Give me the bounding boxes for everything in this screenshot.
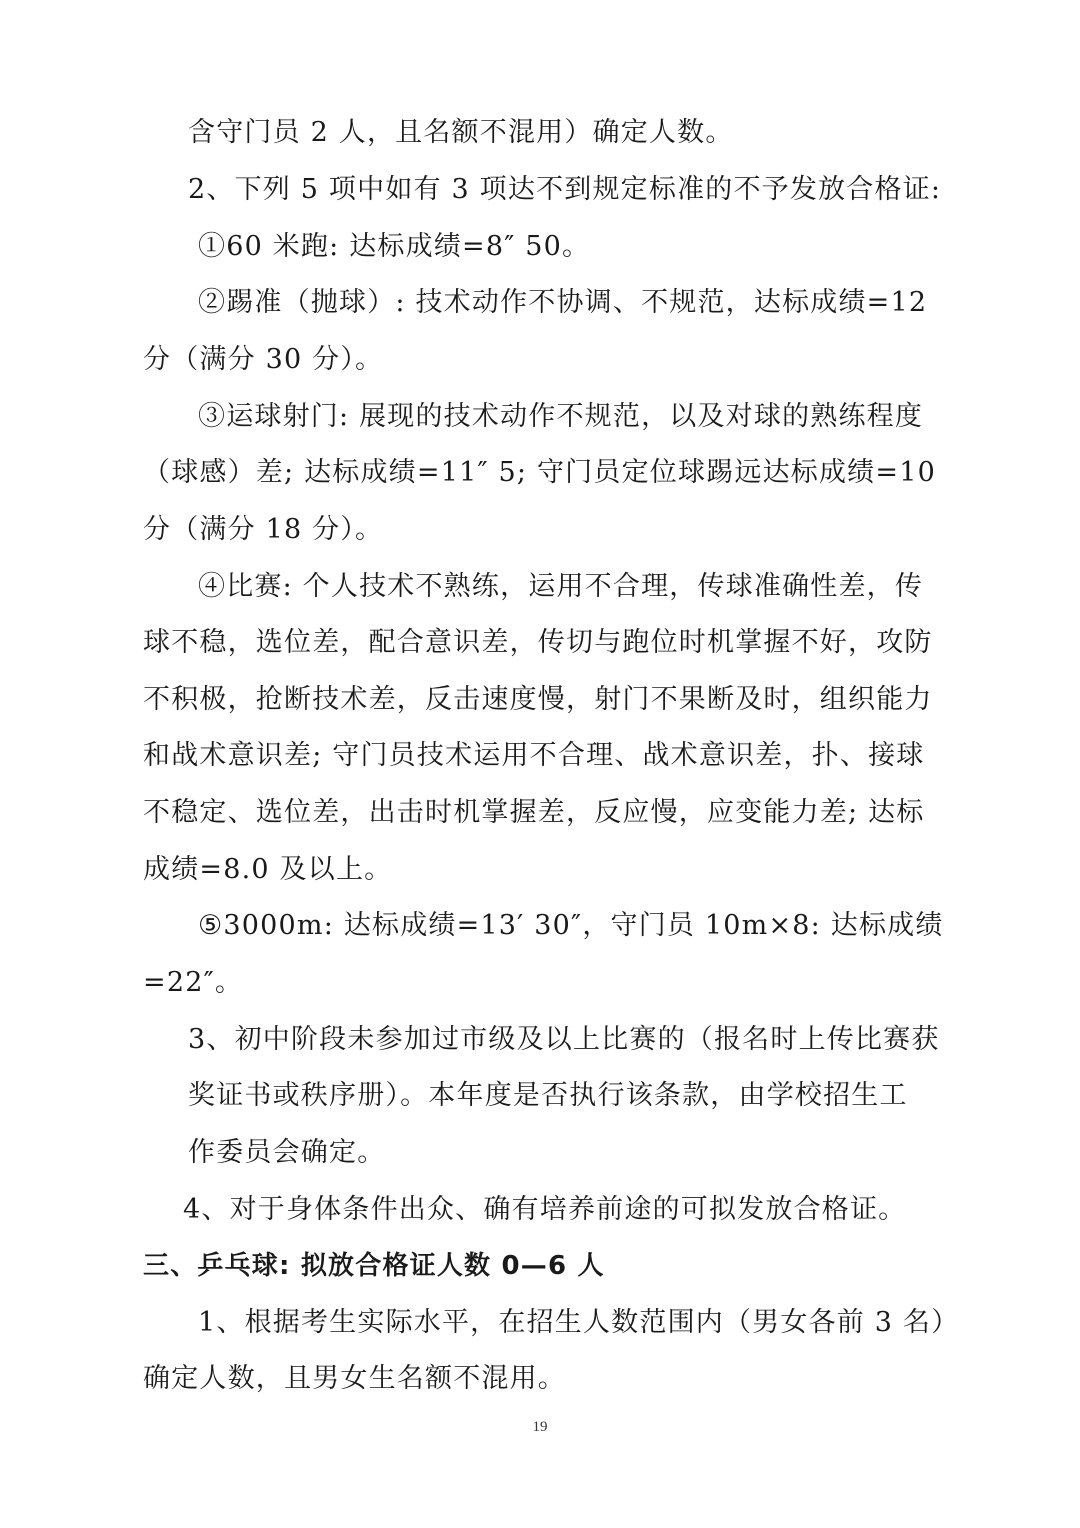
text-line-20: 4、对于身体条件出众、确有培养前途的可拟发放合格证。 [183, 1194, 907, 1225]
text-line-23: 确定人数，且男女生名额不混用。 [143, 1363, 566, 1394]
text-line-1: 含守门员 2 人，且名额不混用）确定人数。 [188, 117, 734, 148]
text-line-3: ①60 米跑: 达标成绩=8″ 50。 [198, 231, 591, 262]
page-number: 19 [532, 1419, 548, 1435]
text-line-2: 2、下列 5 项中如有 3 项达不到规定标准的不予发放合格证: [188, 174, 942, 205]
text-line-22: 1、根据考生实际水平，在招生人数范围内（男女各前 3 名） [198, 1307, 960, 1338]
text-line-19: 作委员会确定。 [188, 1137, 386, 1168]
text-line-13: 不稳定、选位差，出击时机掌握差，反应慢，应变能力差; 达标 [143, 797, 925, 828]
text-line-14: 成绩=8.0 及以上。 [143, 854, 393, 885]
text-line-15: ⑤3000m: 达标成绩=13′ 30″，守门员 10m×8: 达标成绩 [198, 910, 944, 941]
text-line-17: 3、初中阶段未参加过市级及以上比赛的（报名时上传比赛获 [188, 1024, 940, 1055]
text-line-10: 球不稳，选位差，配合意识差，传切与跑位时机掌握不好，攻防 [143, 627, 933, 658]
text-line-7: （球感）差; 达标成绩=11″ 5; 守门员定位球踢远达标成绩=10 [143, 457, 936, 488]
text-line-16: =22″。 [143, 967, 244, 998]
text-line-11: 不积极，抢断技术差，反击速度慢，射门不果断及时，组织能力 [143, 684, 933, 715]
text-line-4: ②踢准（抛球）: 技术动作不协调、不规范，达标成绩=12 [198, 287, 928, 318]
text-line-5: 分（满分 30 分）。 [143, 344, 384, 375]
text-line-6: ③运球射门: 展现的技术动作不规范，以及对球的熟练程度 [198, 401, 924, 432]
text-line-18: 奖证书或秩序册）。本年度是否执行该条款，由学校招生工 [188, 1080, 908, 1111]
section-heading: 三、乒乓球: 拟放合格证人数 0—6 人 [143, 1251, 605, 1281]
text-line-12: 和战术意识差; 守门员技术运用不合理、战术意识差，扑、接球 [143, 740, 925, 771]
text-line-9: ④比赛: 个人技术不熟练，运用不合理，传球准确性差，传 [198, 571, 924, 602]
text-line-8: 分（满分 18 分）。 [143, 514, 384, 545]
